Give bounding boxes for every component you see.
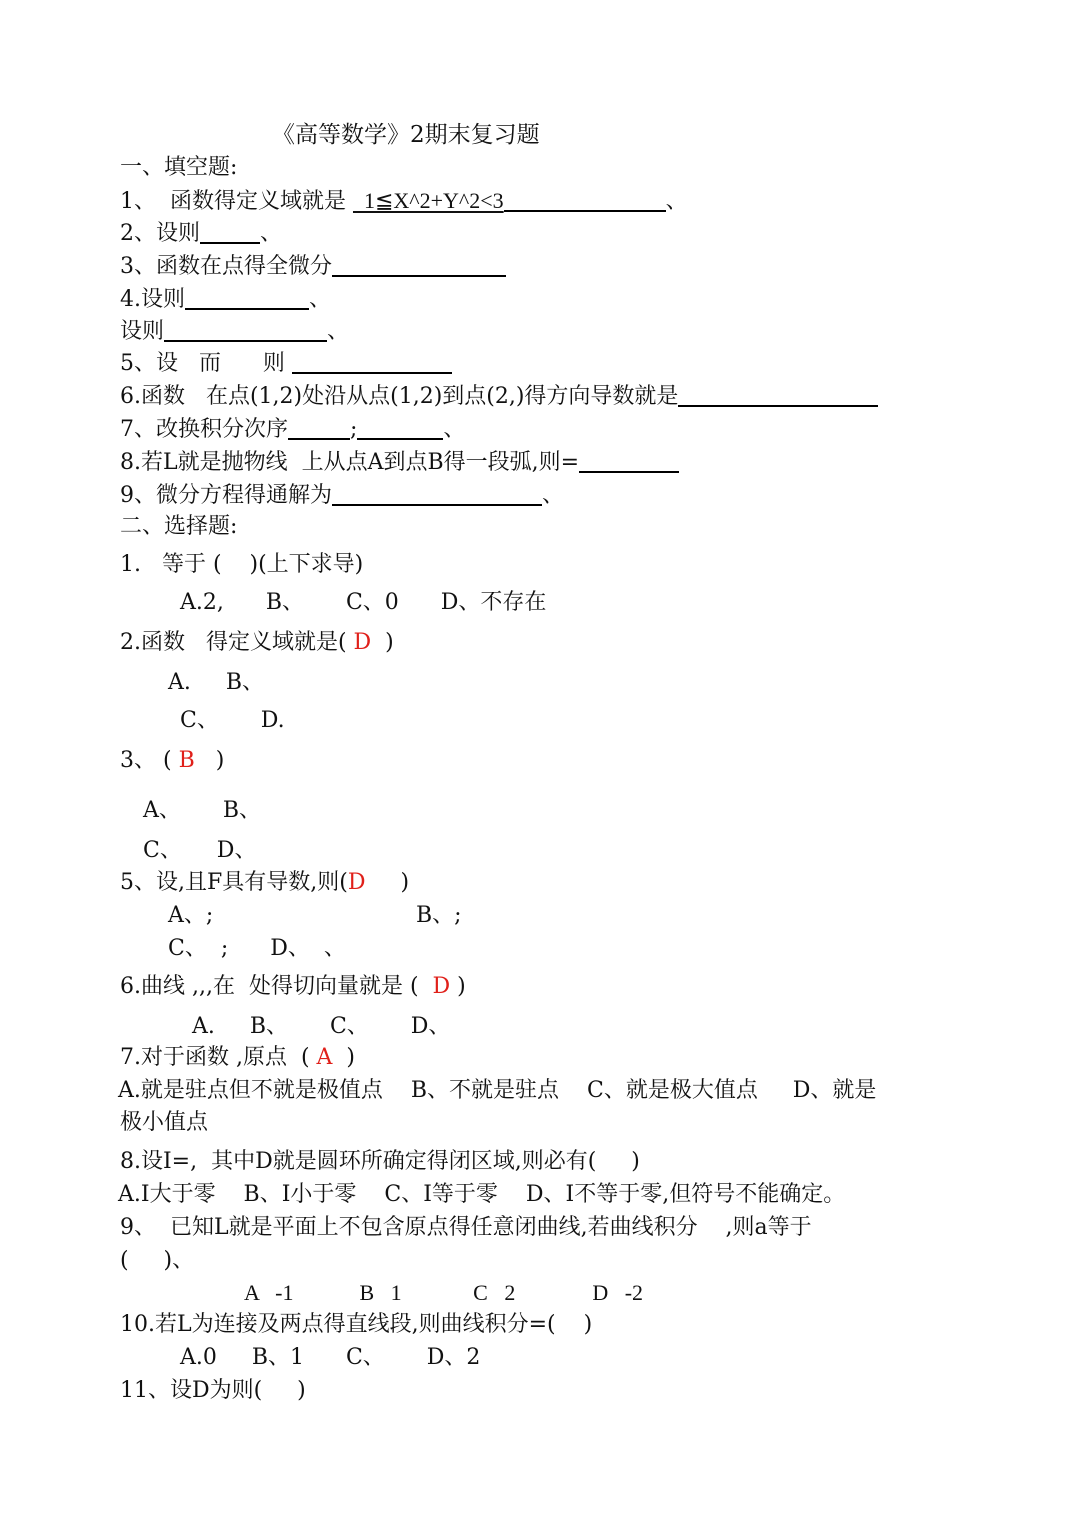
question-text: 5、设 而 则 bbox=[120, 351, 292, 376]
question-text: 6.函数 在点(1,2)处沿从点(1,2)到点(2,)得方向导数就是 bbox=[120, 384, 679, 409]
fill-question-2 bbox=[120, 220, 282, 247]
choice-question-5-option-b: B、; bbox=[416, 903, 462, 928]
choice-question-2-options-row1: A. B、 bbox=[168, 670, 265, 695]
question-text: 5、设,且F具有导数,则( bbox=[120, 870, 348, 895]
answer-blank bbox=[357, 416, 443, 440]
answer-blank bbox=[678, 383, 878, 407]
fill-question-3 bbox=[120, 253, 506, 280]
question-text: 7、改换积分次序 bbox=[120, 417, 288, 442]
choice-question-1-options: A.2, B、 C、0 D、不存在 bbox=[180, 590, 547, 615]
question-text: 3、函数在点得全微分 bbox=[120, 254, 332, 279]
choice-question-2-options-row2: C、 D. bbox=[180, 708, 285, 733]
answer-blank bbox=[185, 286, 309, 310]
choice-question-10: 10.若L为连接及两点得直线段,则曲线积分=( ) bbox=[120, 1312, 593, 1337]
fill-question-6 bbox=[120, 383, 878, 410]
answer-blank bbox=[332, 253, 506, 277]
fill-question-1 bbox=[120, 188, 688, 215]
choice-question-2 bbox=[120, 630, 394, 656]
answer-blank bbox=[288, 416, 350, 440]
question-text: 6.曲线 ,,,在 处得切向量就是 ( bbox=[120, 974, 433, 999]
choice-question-7-options-line1: A.就是驻点但不就是极值点 B、不就是驻点 C、就是极大值点 D、就是 bbox=[118, 1078, 877, 1103]
choice-question-5 bbox=[120, 870, 409, 896]
choice-question-3 bbox=[120, 748, 224, 774]
answer-blank bbox=[292, 350, 452, 374]
answer-blank bbox=[332, 482, 542, 506]
question-text: 设则 bbox=[120, 319, 165, 344]
question-text: 1、 函数得定义域就是 bbox=[120, 189, 353, 214]
section-heading-multiple-choice: 二、选择题: bbox=[120, 514, 238, 539]
choice-question-6 bbox=[120, 974, 466, 1000]
question-suffix: 、 bbox=[327, 319, 350, 344]
question-text: 9、微分方程得通解为 bbox=[120, 483, 332, 508]
choice-question-5-options-row2: C、 ; D、 、 bbox=[168, 936, 346, 961]
question-suffix: 、 bbox=[443, 417, 466, 442]
answer-mark: A bbox=[316, 1045, 333, 1070]
question-text: 3、 ( bbox=[120, 748, 179, 773]
choice-question-7-options-line2: 极小值点 bbox=[120, 1110, 209, 1135]
answer-blank bbox=[579, 449, 679, 473]
question-close: ) bbox=[332, 1045, 356, 1070]
choice-question-9-paren: ( )、 bbox=[120, 1248, 195, 1273]
fill-question-4b bbox=[120, 318, 349, 345]
choice-question-9: 9、 已知L就是平面上不包含原点得任意闭曲线,若曲线积分 ,则a等于 bbox=[120, 1215, 812, 1240]
choice-question-11: 11、设D为则( ) bbox=[120, 1378, 306, 1403]
answer-blank bbox=[164, 318, 327, 342]
question-close: ) bbox=[371, 630, 394, 655]
choice-question-1: 1. 等于 ( )(上下求导) bbox=[120, 552, 364, 577]
answer-mark: B bbox=[178, 748, 195, 773]
fill-question-4a bbox=[120, 286, 331, 313]
section-heading-fill-blank: 一、填空题: bbox=[120, 155, 238, 180]
question-suffix: 、 bbox=[309, 287, 332, 312]
choice-question-5-option-a: A、; bbox=[168, 903, 214, 928]
choice-question-3-options-row2: C、 D、 bbox=[143, 838, 257, 863]
answer-mark: D bbox=[347, 870, 366, 895]
question-suffix: 、 bbox=[542, 483, 565, 508]
question-text: 2、设则 bbox=[120, 221, 200, 246]
question-close: ) bbox=[194, 748, 225, 773]
choice-question-8-options: A.I大于零 B、I小于零 C、I等于零 D、I不等于零,但符号不能确定。 bbox=[118, 1182, 846, 1207]
question-close: ) bbox=[365, 870, 410, 895]
question-text: 2.函数 得定义域就是( bbox=[120, 630, 354, 655]
page-title: 《高等数学》2期末复习题 bbox=[272, 122, 540, 148]
question-suffix: 、 bbox=[665, 189, 688, 214]
fill-question-7 bbox=[120, 416, 465, 443]
question-text: 4.设则 bbox=[120, 287, 185, 312]
answer-blank bbox=[504, 188, 666, 212]
choice-question-9-options: A -1 B 1 C 2 D -2 bbox=[244, 1280, 644, 1305]
question-close: ) bbox=[450, 974, 466, 999]
choice-question-7 bbox=[120, 1045, 355, 1071]
answer-mark: D bbox=[432, 974, 451, 999]
fill-question-8 bbox=[120, 449, 679, 476]
answer-mark: D bbox=[353, 630, 372, 655]
choice-question-8: 8.设I=, 其中D就是圆环所确定得闭区域,则必有( ) bbox=[120, 1149, 640, 1174]
choice-question-6-options: A. B、 C、 D、 bbox=[192, 1014, 451, 1039]
question-text: 7.对于函数 ,原点 ( bbox=[120, 1045, 317, 1070]
choice-question-3-options-row1: A、 B、 bbox=[143, 798, 262, 823]
fill-question-5 bbox=[120, 350, 452, 377]
answer-blank bbox=[200, 220, 260, 244]
question-separator: ; bbox=[350, 417, 358, 442]
choice-question-10-options: A.0 B、1 C、 D、2 bbox=[180, 1345, 481, 1370]
question-suffix: 、 bbox=[260, 221, 283, 246]
fill-question-9 bbox=[120, 482, 564, 509]
answer-text: 1≦X^2+Y^2<3 bbox=[352, 188, 504, 213]
question-text: 8.若L就是抛物线 上从点A到点B得一段弧,则= bbox=[120, 450, 580, 475]
